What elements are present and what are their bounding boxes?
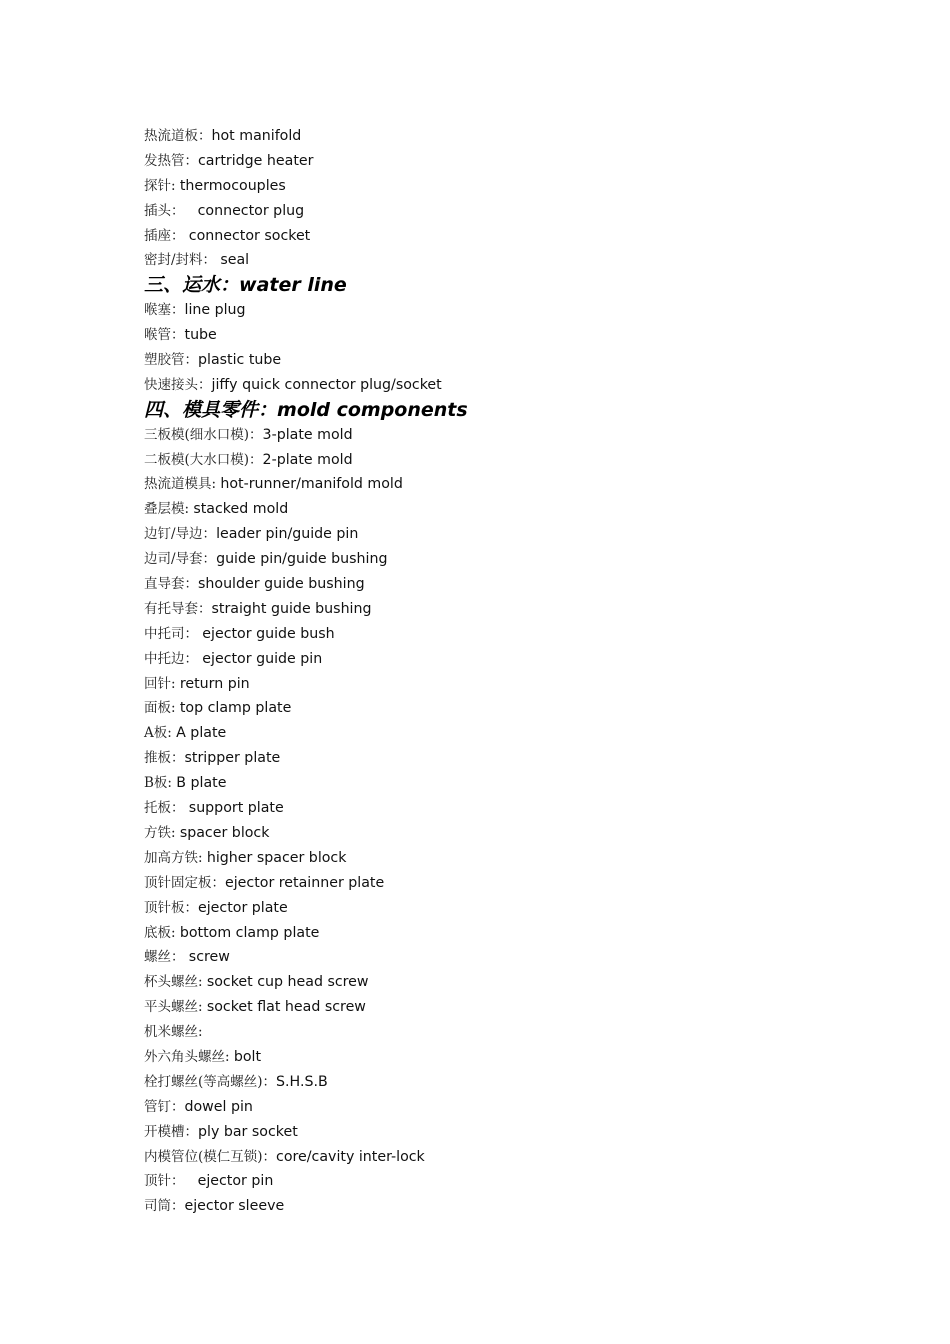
glossary-entry [144, 821, 904, 846]
glossary-entry [144, 572, 904, 597]
term-english: connector plug [193, 202, 305, 219]
term-chinese: 三板模(细水口模)： [144, 426, 263, 443]
term-chinese: 底板: [144, 924, 180, 941]
term-chinese: 插座： [144, 227, 189, 244]
glossary-entry [144, 522, 904, 547]
term-chinese: 直导套： [144, 576, 198, 593]
glossary-entry [144, 224, 904, 249]
glossary-entry [144, 448, 904, 473]
term-english: core/cavity inter-lock [276, 1148, 425, 1165]
term-english: support plate [188, 800, 284, 817]
glossary-entry [144, 1194, 904, 1219]
glossary-entry [144, 995, 904, 1020]
term-english: socket flat head screw [206, 999, 366, 1016]
section-heading [144, 273, 904, 298]
term-english: ejector plate [198, 899, 288, 916]
term-english: straight guide bushing [211, 600, 372, 617]
glossary-entry [144, 423, 904, 448]
glossary-entry [144, 1070, 904, 1095]
term-english: dowel pin [184, 1098, 253, 1115]
term-english: jiffy quick connector plug/socket [211, 376, 442, 393]
term-chinese: 中托边： [144, 650, 203, 667]
glossary-entry [144, 746, 904, 771]
glossary-entry [144, 373, 904, 398]
term-chinese: 回针: [144, 675, 180, 692]
term-chinese: 叠层模: [144, 501, 194, 518]
term-english: B plate [176, 775, 227, 792]
term-english: higher spacer block [206, 849, 347, 866]
term-chinese: 密封/封料： [144, 252, 221, 269]
section-heading [144, 398, 904, 423]
term-english: ejector pin [193, 1173, 274, 1190]
term-english: 3-plate mold [262, 426, 353, 443]
term-chinese: 顶针固定板： [144, 874, 225, 891]
term-chinese: A板: [144, 725, 177, 742]
heading-english: mold components [277, 398, 468, 421]
glossary-entry [144, 771, 904, 796]
term-english: socket cup head screw [206, 974, 369, 991]
term-english: ejector guide pin [202, 650, 323, 667]
term-chinese: 外六角头螺丝: [144, 1048, 234, 1065]
term-chinese: 塑胶管： [144, 352, 198, 369]
document-page [144, 124, 904, 1219]
glossary-entry [144, 1045, 904, 1070]
term-chinese: 面板: [144, 700, 180, 717]
term-english: plastic tube [198, 352, 282, 369]
term-english: tube [184, 327, 217, 344]
term-english: return pin [179, 675, 250, 692]
glossary-entry [144, 721, 904, 746]
term-chinese: 喉塞： [144, 302, 185, 319]
glossary-entry [144, 597, 904, 622]
glossary-entry [144, 1120, 904, 1145]
term-english: hot-runner/manifold mold [220, 476, 403, 493]
term-english: ejector sleeve [184, 1198, 285, 1215]
term-english: leader pin/guide pin [216, 526, 359, 543]
term-chinese: 热流道板： [144, 128, 212, 144]
glossary-entry [144, 472, 904, 497]
term-chinese: 杯头螺丝: [144, 974, 207, 991]
term-english: connector socket [188, 227, 311, 244]
term-english: spacer block [179, 824, 270, 841]
term-english: ejector guide bush [202, 625, 335, 642]
term-english: ejector retainner plate [225, 874, 385, 891]
term-chinese: 内模管位(模仁互锁)： [144, 1148, 277, 1165]
term-english: A plate [176, 725, 227, 742]
term-chinese: 顶针板： [144, 899, 198, 916]
term-english: thermocouples [179, 177, 286, 194]
term-chinese: 发热管： [144, 152, 198, 169]
term-english: guide pin/guide bushing [216, 551, 388, 568]
term-english: top clamp plate [179, 700, 292, 717]
glossary-entry [144, 921, 904, 946]
term-chinese: 顶针： [144, 1173, 194, 1190]
term-english: S.H.S.B [276, 1073, 328, 1090]
term-english: screw [188, 949, 230, 966]
glossary-entry [144, 871, 904, 896]
term-english: bolt [233, 1048, 262, 1065]
term-chinese: 司筒： [144, 1198, 185, 1215]
glossary-entry [144, 298, 904, 323]
glossary-entry [144, 796, 904, 821]
term-chinese: 二板模(大水口模)： [144, 451, 263, 468]
term-chinese: 管钉： [144, 1098, 185, 1115]
glossary-entry [144, 970, 904, 995]
term-chinese: 有托导套： [144, 600, 212, 617]
term-english: hot manifold [211, 128, 302, 144]
term-chinese: 开模槽： [144, 1123, 198, 1140]
term-english: ply bar socket [198, 1123, 298, 1140]
glossary-entry [144, 622, 904, 647]
term-chinese: 热流道模具: [144, 476, 221, 493]
term-chinese: 插头： [144, 202, 194, 219]
heading-chinese: 四、模具零件： [144, 398, 278, 421]
term-chinese: 螺丝： [144, 949, 189, 966]
glossary-entry [144, 696, 904, 721]
term-chinese: 喉管： [144, 327, 185, 344]
term-english: 2-plate mold [262, 451, 353, 468]
term-chinese: 栓打螺丝(等高螺丝)： [144, 1073, 277, 1090]
glossary-entry [144, 1169, 904, 1194]
term-chinese: 机米螺丝: [144, 1024, 203, 1041]
term-english: bottom clamp plate [179, 924, 320, 941]
glossary-entry [144, 672, 904, 697]
glossary-entry [144, 1145, 904, 1170]
term-chinese: 边司/导套： [144, 551, 217, 568]
glossary-entry [144, 945, 904, 970]
glossary-entry [144, 124, 904, 149]
term-chinese: 平头螺丝: [144, 999, 207, 1016]
term-chinese: 快速接头： [144, 376, 212, 393]
term-chinese: 推板： [144, 750, 185, 767]
glossary-entry [144, 846, 904, 871]
glossary-entry [144, 896, 904, 921]
glossary-entry [144, 348, 904, 373]
term-chinese: 托板： [144, 800, 189, 817]
glossary-entry [144, 1020, 904, 1045]
heading-english: water line [239, 274, 347, 297]
term-english: cartridge heater [198, 152, 314, 169]
term-chinese: 边钉/导边： [144, 526, 217, 543]
glossary-entry [144, 497, 904, 522]
glossary-entry [144, 149, 904, 174]
term-chinese: 中托司： [144, 625, 203, 642]
glossary-entry [144, 323, 904, 348]
term-english: seal [220, 252, 250, 269]
term-chinese: 探针: [144, 177, 180, 194]
term-chinese: B板: [144, 775, 177, 792]
glossary-entry [144, 1095, 904, 1120]
term-english: stripper plate [184, 750, 281, 767]
glossary-entry [144, 547, 904, 572]
glossary-entry [144, 248, 904, 273]
term-english: shoulder guide bushing [198, 576, 365, 593]
term-chinese: 加高方铁: [144, 849, 207, 866]
glossary-entry [144, 647, 904, 672]
term-english: line plug [184, 302, 246, 319]
heading-chinese: 三、运水： [144, 274, 240, 297]
term-chinese: 方铁: [144, 824, 180, 841]
glossary-entry [144, 174, 904, 199]
glossary-entry [144, 199, 904, 224]
term-english: stacked mold [193, 501, 289, 518]
